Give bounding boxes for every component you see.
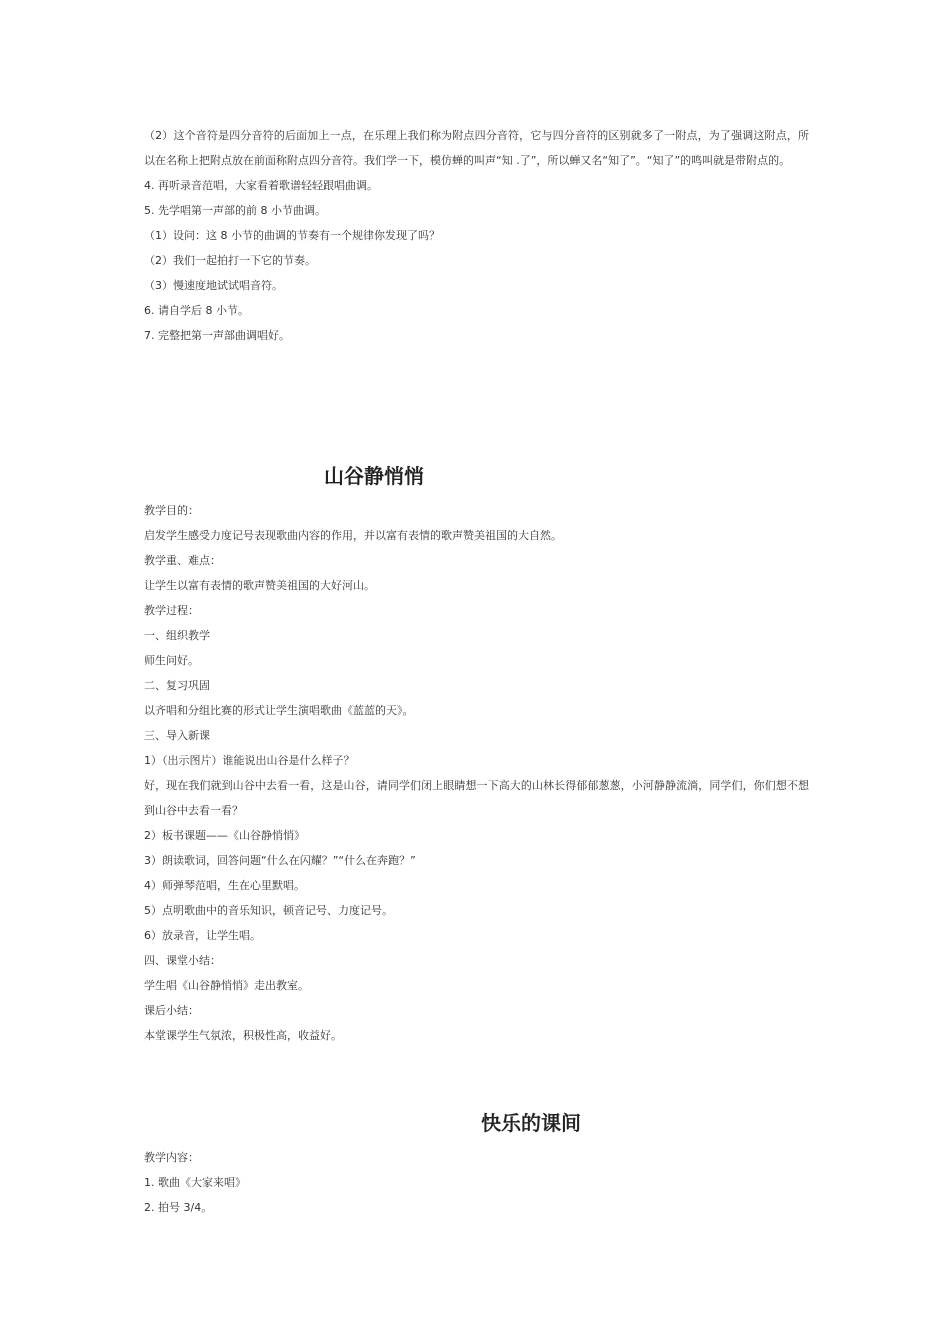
text-line: 教学过程：: [144, 604, 199, 617]
valley-intro-paragraph: 好，现在我们就到山谷中去看一看，这是山谷，请同学们闭上眼睛想一下高大的山林长得郁郁葱葱，小河静静流淌，同学们，你们想不想到山谷中去看一看？: [144, 779, 809, 817]
text-line: 1. 歌曲《大家来唱》: [144, 1176, 246, 1189]
section-1: [144, 123, 809, 348]
text-line: 4. 再听录音范唱，大家看着歌谱轻轻跟唱曲调。: [144, 179, 378, 192]
text-line: 教学目的：: [144, 504, 199, 517]
text-line: 6）放录音，让学生唱。: [144, 929, 261, 942]
text-line: 教学重、难点：: [144, 554, 221, 567]
text-line: （2）我们一起拍打一下它的节奏。: [144, 254, 316, 267]
text-line: 3）朗读歌词，回答问题“什么在闪耀？”“什么在奔跑？”: [144, 854, 416, 867]
text-line: 让学生以富有表情的歌声赞美祖国的大好河山。: [144, 579, 375, 592]
text-line: 2. 拍号 3/4。: [144, 1201, 213, 1214]
text-line: 1）（出示图片）谁能说出山谷是什么样子？: [144, 754, 355, 767]
text-line: 7. 完整把第一声部曲调唱好。: [144, 329, 290, 342]
dotted-note-paragraph: （2）这个音符是四分音符的后面加上一点，在乐理上我们称为附点四分音符，它与四分音符的区别就多了一附点，为了强调这附点，所以在名称上把附点放在前面称附点四分音符。我们学一下，模仿蝉的叫声“知 .了”，所以蝉又名“知了”。“知了”的鸣叫就是带附点的。: [144, 129, 809, 167]
text-line: 5. 先学唱第一声部的前 8 小节曲调。: [144, 204, 326, 217]
text-line: 5）点明歌曲中的音乐知识，顿音记号、力度记号。: [144, 904, 393, 917]
lesson-title-kuaile: 快乐的课间: [481, 1111, 581, 1135]
text-line: 以齐唱和分组比赛的形式让学生演唱歌曲《蓝蓝的天》。: [144, 704, 414, 717]
text-line: 启发学生感受力度记号表现歌曲内容的作用，并以富有表情的歌声赞美祖国的大自然。: [144, 529, 562, 542]
section-3: [144, 1145, 809, 1220]
text-line: （3）慢速度地试试唱音符。: [144, 279, 283, 292]
text-line: 二、复习巩固: [144, 679, 210, 692]
text-line: 课后小结：: [144, 1004, 199, 1017]
text-line: 四、课堂小结：: [144, 954, 221, 967]
text-line: 学生唱《山谷静悄悄》走出教室。: [144, 979, 309, 992]
section-2: [144, 498, 809, 1048]
text-line: 4）师弹琴范唱，生在心里默唱。: [144, 879, 305, 892]
text-line: （1）设问：这 8 小节的曲调的节奏有一个规律你发现了吗？: [144, 229, 440, 242]
lesson-title-shangu: 山谷静悄悄: [324, 464, 424, 488]
text-line: 2）板书课题——《山谷静悄悄》: [144, 829, 305, 842]
text-line: 本堂课学生气氛浓，积极性高，收益好。: [144, 1029, 342, 1042]
text-line: 教学内容：: [144, 1151, 199, 1164]
text-line: 师生问好。: [144, 654, 199, 667]
text-line: 一、组织教学: [144, 629, 210, 642]
text-line: 6. 请自学后 8 小节。: [144, 304, 249, 317]
text-line: 三、导入新课: [144, 729, 210, 742]
